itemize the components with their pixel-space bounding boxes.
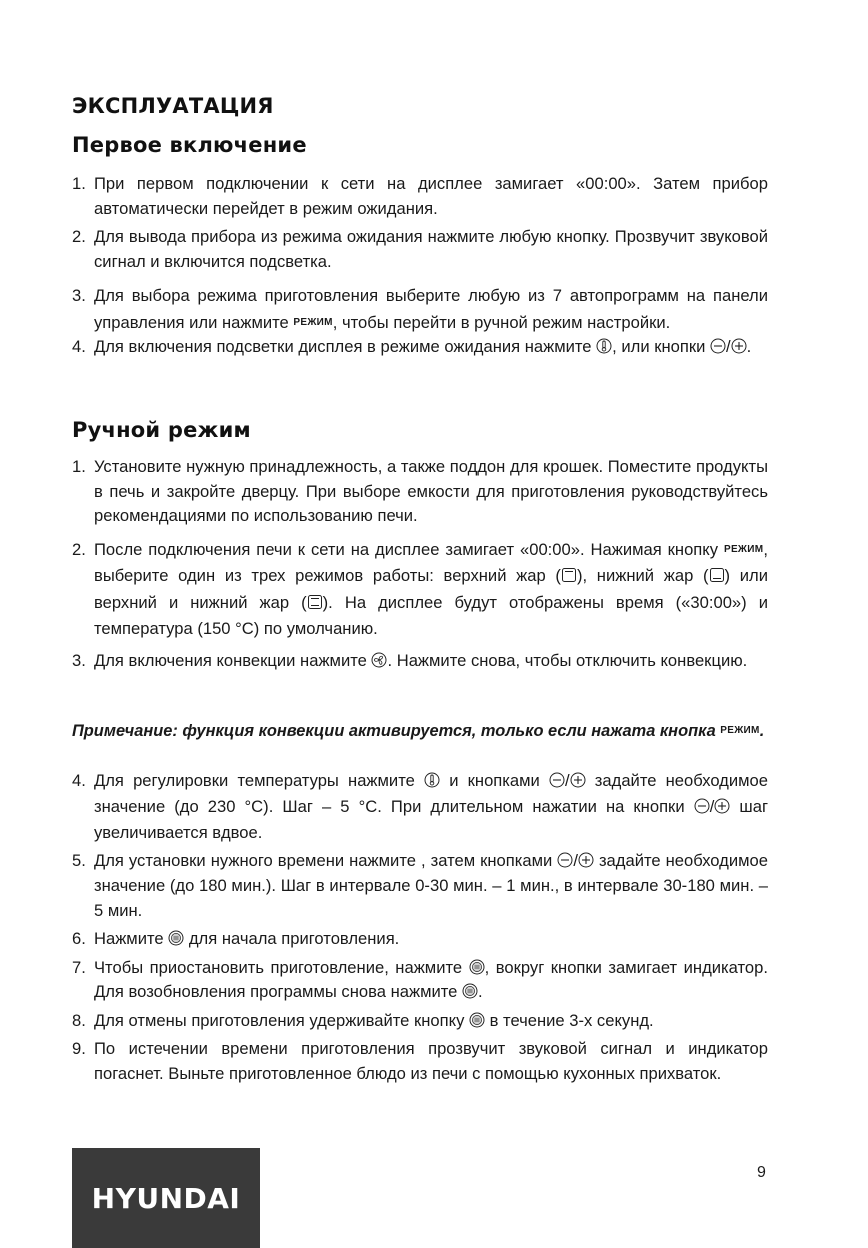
convection-note: Примечание: функция конвекции активируется, только если нажата кнопка РЕЖИМ. <box>72 722 765 740</box>
top-bottom-heat-icon <box>307 594 323 610</box>
plus-circle-icon <box>570 772 586 788</box>
list-item: 6. Нажмите для начала приготовления. <box>72 929 400 948</box>
start-stop-icon <box>469 959 485 975</box>
list-item: 1. Установите нужную принадлежность, а также поддон для крошек. Поместите продукты в печь и закройте дверцу. При выборе емкости для приготовления руководствуйтесь рекомендациями по использованию печи. <box>72 457 768 525</box>
mode-key-label: РЕЖИМ <box>720 725 760 736</box>
list-item: 4. Для регулировки температуры нажмите и кнопками / задайте необходимое значение (до 230 °C). Шаг – 5 °C. При длительном нажатии на кнопки / шаг увеличивается вдвое. <box>72 771 768 842</box>
minus-circle-icon <box>549 772 565 788</box>
thermometer-icon <box>596 338 612 354</box>
first-start-list <box>72 172 768 360</box>
convection-fan-icon <box>371 652 387 668</box>
plus-circle-icon <box>578 852 594 868</box>
mode-key-label: РЕЖИМ <box>293 317 333 328</box>
list-item: 1. При первом подключении к сети на дисплее замигает «00:00». Затем прибор автоматически перейдет в режим ожидания. <box>72 174 768 218</box>
list-item: 2. Для вывода прибора из режима ожидания нажмите любую кнопку. Прозвучит звуковой сигнал и включится подсветка. <box>72 227 768 271</box>
manual-mode-list-continued <box>72 768 768 1086</box>
list-item: 3. Для включения конвекции нажмите . Нажмите снова, чтобы отключить конвекцию. <box>72 650 748 670</box>
section-title: ЭКСПЛУАТАЦИЯ <box>72 94 274 118</box>
list-item: 5. Для установки нужного времени нажмите , затем кнопками / задайте необходимое значение (до 180 мин.). Шаг в интервале 0-30 мин. – 1 мин., в интервале 30-180 мин. – 5 мин. <box>72 851 768 920</box>
list-item: 9. По истечении времени приготовления прозвучит звуковой сигнал и индикатор погаснет. Выньте приготовленное блюдо из печи с помощью кухонных прихваток. <box>72 1039 768 1083</box>
first-start-heading: Первое включение <box>72 133 307 157</box>
list-item: 4. Для включения подсветки дисплея в режиме ожидания нажмите , или кнопки / . <box>72 337 752 356</box>
start-stop-icon <box>462 983 478 999</box>
minus-circle-icon <box>557 852 573 868</box>
brand-logo-text: HYUNDAI <box>91 1181 241 1215</box>
list-item: 3. Для выбора режима приготовления выберите любую из 7 автопрограмм на панели управления или нажмите РЕЖИМ, чтобы перейти в ручной режим настройки. <box>72 286 768 332</box>
thermometer-icon <box>424 772 440 788</box>
plus-circle-icon <box>714 798 730 814</box>
start-stop-icon <box>469 1012 485 1028</box>
plus-circle-icon <box>731 338 747 354</box>
bottom-heat-icon <box>709 567 725 583</box>
page-number: 9 <box>757 1164 766 1181</box>
minus-circle-icon <box>694 798 710 814</box>
manual-mode-heading: Ручной режим <box>72 418 251 442</box>
brand-logo <box>72 1148 260 1248</box>
manual-mode-list <box>72 455 768 673</box>
mode-key-label: РЕЖИМ <box>723 543 764 555</box>
start-stop-icon <box>168 930 184 946</box>
list-item: 7. Чтобы приостановить приготовление, нажмите , вокруг кнопки замигает индикатор. Для возобновления программы снова нажмите . <box>72 957 769 1001</box>
list-item: 8. Для отмены приготовления удерживайте кнопку в течение 3-х секунд. <box>72 1010 654 1030</box>
top-heat-icon <box>561 567 577 583</box>
minus-circle-icon <box>710 338 726 354</box>
list-item: 2. После подключения печи к сети на дисплее замигает «00:00». Нажимая кнопку РЕЖИМ, выберите один из трех режимов работы: верхний жар ( ), нижний жар ( ) или верхний и нижний жар ( ). На дисплее будут отображены время («30:00») и температура (150 °C) по умолчанию. <box>72 539 768 638</box>
